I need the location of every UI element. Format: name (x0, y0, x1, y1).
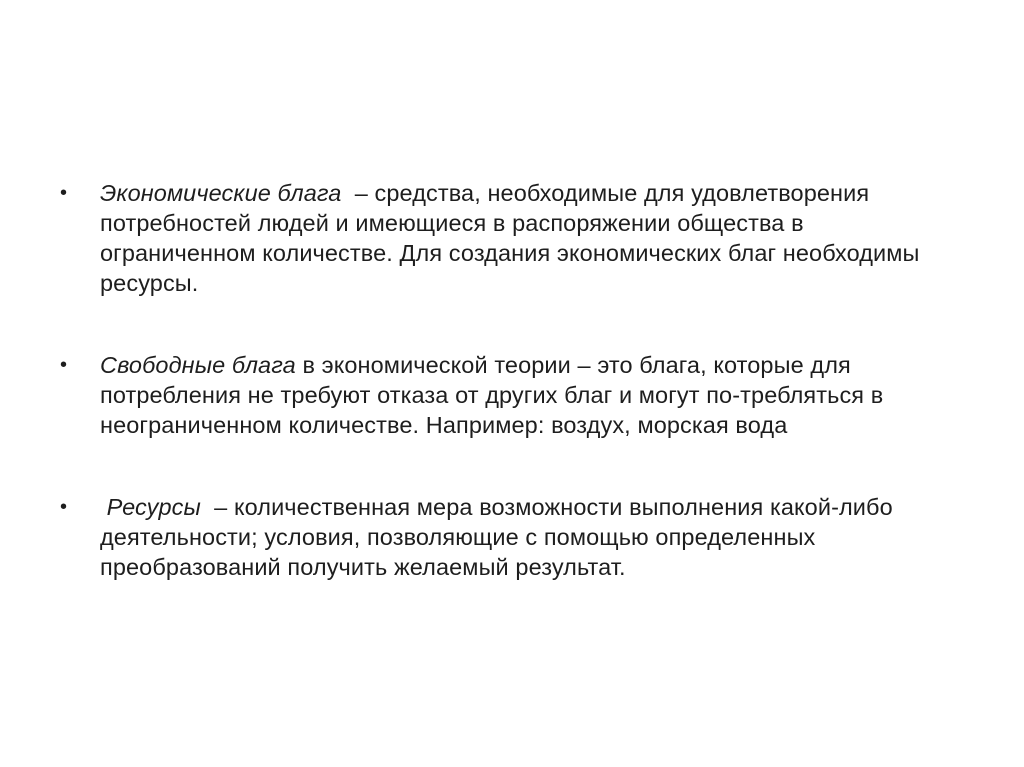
term-economic-goods: Экономические блага (100, 180, 342, 206)
bullet-item-economic-goods (60, 178, 960, 298)
bullet-marker: • (60, 354, 68, 376)
definition-economic-goods: – средства, необходимые для удовлетворения потребностей людей и имеющиеся в распоряжении общества в ограниченном количестве. Для создания экономических благ необходимы ресурсы. (100, 180, 927, 296)
bullet-marker: • (60, 182, 68, 204)
term-resources: Ресурсы (100, 494, 201, 520)
bullet-item-free-goods (60, 350, 960, 440)
bullet-marker: • (60, 496, 68, 518)
definition-resources: – количественная мера возможности выполнения какой-либо деятельности; условия, позволяющие с помощью определенных преобразований получить желаемый результат. (100, 494, 900, 580)
term-free-goods: Свободные блага (100, 352, 296, 378)
bullet-list (60, 178, 960, 582)
definition-free-goods: в экономической теории – это блага, которые для потребления не требуют отказа от других благ и могут по-требляться в неограниченном количестве. Например: воздух, морская вода (100, 352, 890, 438)
bullet-item-resources (60, 492, 960, 582)
